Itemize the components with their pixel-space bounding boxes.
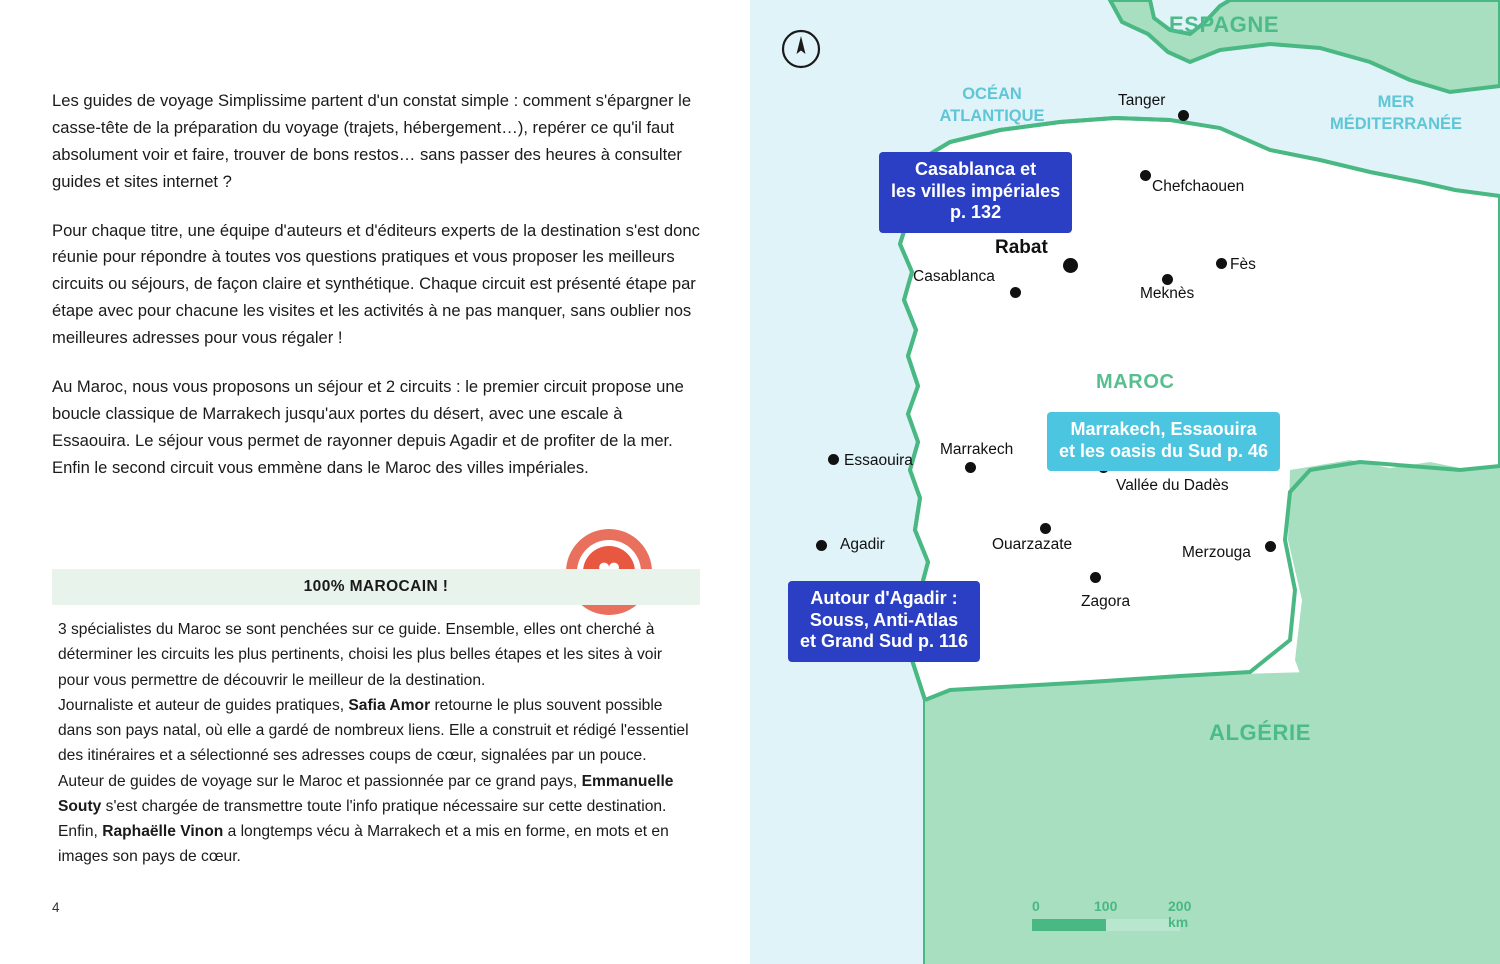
sea-label-mediterranee-line2: MÉDITERRANÉE: [1329, 115, 1462, 134]
author-name-raphaelle-vinon: Raphaëlle Vinon: [102, 823, 224, 840]
region-label-espagne: ESPAGNE: [1169, 12, 1280, 37]
page-number: 4: [52, 900, 60, 915]
city-label: Marrakech: [940, 441, 1014, 458]
city-label: Agadir: [840, 536, 885, 553]
callout-marrakech-essaouira-oasis[interactable]: [1047, 412, 1280, 471]
callout-casablanca-villes-imperiales[interactable]: [879, 152, 1072, 233]
sea-label-mediterranee: [1306, 91, 1486, 136]
callout-line-1: Autour d'Agadir :: [810, 588, 958, 608]
author-name-emmanuelle-souty: Emmanuelle Souty: [58, 772, 674, 815]
intro-paragraph-2: Pour chaque titre, une équipe d'auteurs et d'éditeurs experts de la destination s'est donc réunie pour répondre à toutes vos questions pratiques et vous proposer les meilleurs circuits ou séjours, de façon claire et synthétique. Chaque circuit est présenté étape par étape avec pour chacune les visites et les activités à ne pas manquer, sans oublier nos meilleures adresses pour vous régaler !: [52, 220, 700, 347]
city-label: Casablanca: [913, 268, 995, 285]
city-dot: [1040, 523, 1051, 534]
city-dot: [1140, 170, 1151, 181]
city-dot: [1063, 258, 1078, 273]
city-label: Vallée du Dadès: [1116, 477, 1229, 494]
scale-ticks: [1032, 898, 1192, 930]
algeria-east-fill: [1288, 460, 1500, 964]
city-dot: [1216, 258, 1227, 269]
callout-line-3: et Grand Sud p. 116: [800, 631, 969, 652]
sea-label-atlantique-line2: ATLANTIQUE: [939, 107, 1045, 126]
city-label: Meknès: [1140, 285, 1195, 302]
callout-line-2: et les oasis du Sud p. 46: [1059, 440, 1269, 461]
map-scale-bar: [1032, 898, 1192, 931]
scale-bars: [1032, 919, 1180, 931]
scale-tick-200: 200 km: [1168, 898, 1192, 930]
map-page: [750, 0, 1500, 964]
scale-tick-100: 100: [1094, 898, 1118, 914]
intro-paragraph-3: Au Maroc, nous vous proposons un séjour et 2 circuits : le premier circuit propose une boucle classique de Marrakech jusqu'aux portes du désert, avec une escale à Essaouira. Le séjour vous permet de rayonner depuis Agadir et de profiter de la mer. Enfin le second circuit vous emmène dans le Maroc des villes impériales.: [52, 376, 684, 477]
authors-part-5: a longtemps vécu à Marrakech et a mis en forme, en mots et en images son pays de cœur.: [58, 823, 669, 866]
callout-line-2: Souss, Anti-Atlas: [809, 609, 959, 630]
callout-line-1: Casablanca et: [915, 159, 1037, 179]
sea-label-mediterranee-line1: MER: [1377, 93, 1415, 111]
city-label: Essaouira: [844, 452, 913, 469]
intro-text-block: [52, 88, 702, 481]
section-title: 100% MAROCAIN !: [303, 578, 449, 595]
city-label: Ouarzazate: [992, 536, 1073, 553]
authors-part-4: s'est chargée de transmettre toute l'info pratique nécessaire sur cette destination. Enfin,: [58, 797, 667, 840]
region-label-maroc: MAROC: [1096, 371, 1175, 393]
city-label: Fès: [1230, 256, 1256, 273]
city-label: Merzouga: [1182, 544, 1251, 561]
authors-part-3: retourne le plus souvent possible dans son pays natal, où elle a gardé de nombreux liens. Elle a construit et rédigé l'essentiel des itinéraires et a sélectionné ses adresses coups de cœur, signalées par un pouce. Auteur de guides de voyage sur le Maroc et passionnée par ce grand pays,: [58, 696, 689, 790]
callout-autour-agadir[interactable]: [788, 581, 980, 662]
city-dot: [1010, 287, 1021, 298]
region-label-algerie: ALGÉRIE: [1209, 720, 1311, 745]
authors-part-1: 3 spécialistes du Maroc se sont penchées sur ce guide. Ensemble, elles ont cherché à déterminer les circuits les plus pertinents, choisi les plus belles étapes et les sites à voir pour vous permettre de découvrir le meilleur de la destination.: [58, 621, 663, 689]
scale-tick-0: 0: [1032, 898, 1040, 914]
callout-line-2: les villes impériales: [891, 180, 1061, 201]
city-dot: [1178, 110, 1189, 121]
city-dot: [828, 454, 839, 465]
intro-paragraph-1: Les guides de voyage Simplissime partent d'un constat simple : comment s'épargner le casse-tête de la préparation du voyage (trajets, hébergement…), repérer ce qu'il faut absolument voir et faire, trouver de bons restos… sans passer des heures à consulter guides et sites internet ?: [52, 91, 692, 191]
compass-north-icon: [780, 28, 822, 70]
city-label: Zagora: [1081, 593, 1131, 610]
callout-line-1: Marrakech, Essaouira: [1070, 419, 1257, 439]
city-dot: [1090, 572, 1101, 583]
sea-label-atlantique: [902, 83, 1082, 128]
city-label: Chefchaouen: [1152, 178, 1245, 195]
city-dot: [1265, 541, 1276, 552]
sea-label-atlantique-line1: OCÉAN: [962, 85, 1022, 103]
city-dot: [965, 462, 976, 473]
authors-part-2: Journaliste et auteur de guides pratiques,: [58, 696, 349, 714]
authors-text-block: [58, 617, 690, 870]
scale-segment-1: [1032, 919, 1106, 931]
city-dot: [1162, 274, 1173, 285]
authors-paragraph: [58, 617, 690, 870]
callout-line-3: p. 132: [950, 202, 1002, 223]
author-name-safia-amor: Safia Amor: [348, 696, 431, 714]
city-dot: [816, 540, 827, 551]
city-label: Tanger: [1118, 92, 1166, 109]
city-label: Rabat: [995, 237, 1048, 258]
